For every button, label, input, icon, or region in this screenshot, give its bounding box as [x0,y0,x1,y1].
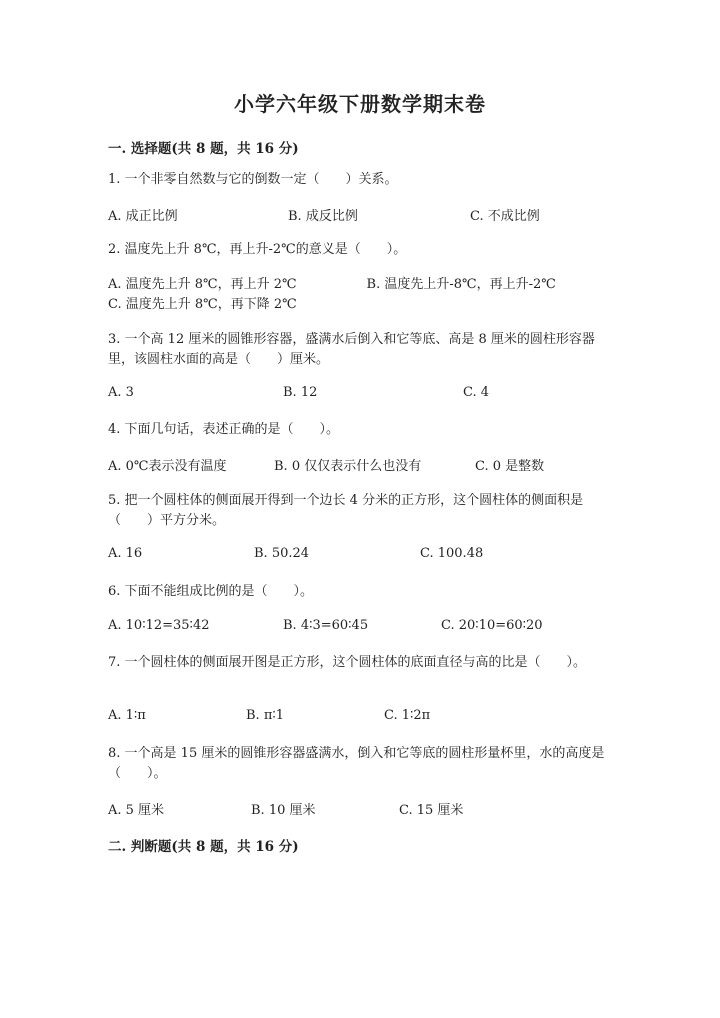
question-3: 3. 一个高 12 厘米的圆锥形容器，盛满水后倒入和它等底、高是 8 厘米的圆柱形容器里，该圆柱水面的高是（ ）厘米。 [108,332,595,367]
section-heading-judgement: 二. 判断题(共 8 题，共 16 分) [108,839,299,855]
option-a: A. 16 [108,546,143,561]
question-3-options [108,385,613,405]
question-5-options [108,546,613,566]
question-4: 4. 下面几句话，表述正确的是（ ）。 [108,422,340,437]
option-b: B. 50.24 [254,546,310,561]
option-b: B. 温度先上升-8℃，再上升-2℃ [366,277,556,292]
question-6: 6. 下面不能组成比例的是（ ）。 [108,584,314,599]
option-c: C. 20∶10=60∶20 [441,618,543,633]
option-b: B. 12 [283,385,318,400]
option-a: A. 1∶π [108,708,146,723]
option-c: C. 100.48 [420,546,484,561]
question-2-options [108,275,613,315]
option-a: A. 温度先上升 8℃，再上升 2℃ [108,277,297,292]
option-b: B. 4∶3=60∶45 [283,618,369,633]
option-c: C. 4 [463,385,490,400]
option-c: C. 15 厘米 [399,803,464,818]
question-6-options [108,618,613,638]
option-c: C. 0 是整数 [475,459,545,474]
option-a: A. 3 [108,385,134,400]
section-heading-choice: 一. 选择题(共 8 题，共 16 分) [108,141,299,157]
option-c: C. 1∶2π [384,708,431,723]
option-c: C. 温度先上升 8℃，再下降 2℃ [108,297,297,312]
option-a: A. 0℃表示没有温度 [108,459,227,474]
option-a: A. 成正比例 [108,209,178,224]
question-7-options [108,708,613,728]
question-8: 8. 一个高是 15 厘米的圆锥形容器盛满水，倒入和它等底的圆柱形量杯里，水的高度是（ ）。 [108,746,605,781]
question-2: 2. 温度先上升 8℃，再上升-2℃的意义是（ ）。 [108,242,407,257]
option-b: B. 0 仅仅表示什么也没有 [274,459,422,474]
question-7: 7. 一个圆柱体的侧面展开图是正方形，这个圆柱体的底面直径与高的比是（ ）。 [108,655,587,670]
question-1: 1. 一个非零自然数与它的倒数一定（ ）关系。 [108,172,398,187]
option-a: A. 5 厘米 [108,803,165,818]
question-8-options [108,799,613,819]
option-b: B. 10 厘米 [251,803,316,818]
option-b: B. 成反比例 [288,209,358,224]
option-a: A. 10∶12=35∶42 [108,618,210,633]
option-b: B. π∶1 [246,708,285,723]
question-5: 5. 把一个圆柱体的侧面展开得到一个边长 4 分米的正方形，这个圆柱体的侧面积是（ ）平方分米。 [108,493,584,528]
question-1-options [108,205,613,225]
option-c: C. 不成比例 [470,209,540,224]
question-4-options [108,455,613,475]
page-title: 小学六年级下册数学期末卷 [234,92,486,116]
